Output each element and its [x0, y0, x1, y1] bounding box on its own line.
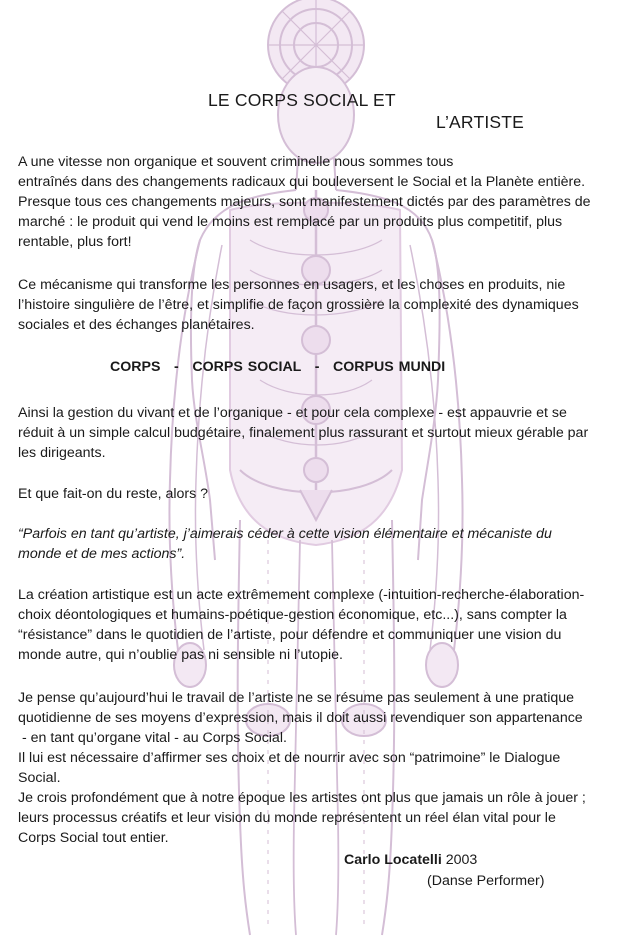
paragraph-line: quotidienne de ses moyens d’expression, mais il doit aussi revendiquer son appartenance	[18, 710, 583, 726]
paragraph-line: l’histoire singulière de l’être, et simplifie de façon grossière la complexité des dynamiques	[18, 297, 579, 313]
paragraph-line: rentable, plus fort!	[18, 234, 132, 250]
motto-separator: -	[174, 359, 179, 375]
paragraph-line: marché : le produit qui vend le moins est remplacé par un produits plus competitif, plus	[18, 214, 563, 230]
paragraph-1	[18, 152, 618, 252]
paragraph-2	[18, 275, 618, 335]
signature-line	[344, 852, 477, 868]
paragraph-line: choix déontologiques et humains-poétique-gestion économique, etc...), sans compter la	[18, 607, 567, 623]
paragraph-line: Social.	[18, 770, 61, 786]
author-name: Carlo Locatelli	[344, 852, 442, 868]
paragraph-line: La création artistique est un acte extrêmement complexe (-intuition-recherche-élaboration-	[18, 587, 585, 603]
title-line-1: LE CORPS SOCIAL ET	[208, 90, 396, 110]
paragraph-line: sociales et des échanges planétaires.	[18, 317, 255, 333]
motto-corpus-mundi: CORPUS MUNDI	[333, 359, 446, 375]
motto-corps: CORPS	[110, 359, 161, 375]
paragraph-line: Corps Social tout entier.	[18, 830, 169, 846]
paragraph-line: les dirigeants.	[18, 445, 106, 461]
author-role: (Danse Performer)	[427, 873, 545, 889]
paragraph-line: entraînés dans des changements radicaux qui bouleversent le Social et la Planète entière.	[18, 174, 586, 190]
paragraph-6	[18, 585, 618, 665]
motto-line	[110, 359, 445, 375]
paragraph-line: Je crois profondément que à notre époque les artistes ont plus que jamais un rôle à jouer ;	[18, 790, 586, 806]
paragraph-3	[18, 403, 618, 463]
quote-line: “Parfois en tant qu’artiste, j’aimerais céder à cette vision élémentaire et mécaniste du	[18, 526, 552, 542]
paragraph-line: Ce mécanisme qui transforme les personnes en usagers, et les choses en produits, nie	[18, 277, 566, 293]
paragraph-line: Ainsi la gestion du vivant et de l’organique - et pour cela complexe - est appauvrie et se	[18, 405, 567, 421]
paragraph-line: monde autre, qui n’oublie pas ni sensible ni l’utopie.	[18, 647, 343, 663]
quote-line: monde et de mes actions”.	[18, 546, 186, 562]
paragraph-line: Je pense qu’aujourd’hui le travail de l’artiste ne se résume pas seulement à une pratique	[18, 690, 575, 706]
paragraph-line: A une vitesse non organique et souvent criminelle nous sommes tous	[18, 154, 454, 170]
artist-quote	[18, 524, 618, 564]
paragraph-4	[18, 484, 618, 504]
paragraph-line: - en tant qu’organe vital - au Corps Social.	[18, 730, 287, 746]
signature-year: 2003	[445, 852, 478, 868]
motto-separator: -	[314, 359, 320, 375]
paragraph-line: Presque tous ces changements majeurs, sont manifestement dictés par des paramètres de	[18, 194, 591, 210]
paragraph-7	[18, 688, 618, 848]
paragraph-line: réduit à un simple calcul budgétaire, finalement plus rassurant et surtout mieux gérable par	[18, 425, 589, 441]
paragraph-line: Et que fait-on du reste, alors ?	[18, 486, 209, 502]
title-line-2: L’ARTISTE	[436, 112, 525, 132]
paragraph-line: leurs processus créatifs et leur vision du monde représentent un réel élan vital pour le	[18, 810, 556, 826]
motto-corps-social: CORPS SOCIAL	[192, 359, 302, 375]
paragraph-line: Il lui est nécessaire d’affirmer ses choix et de nourrir avec son “patrimoine” le Dialogue	[18, 750, 561, 766]
paragraph-line: “résistance” dans le quotidien de l’artiste, pour défendre et communiquer une vision du	[18, 627, 562, 643]
